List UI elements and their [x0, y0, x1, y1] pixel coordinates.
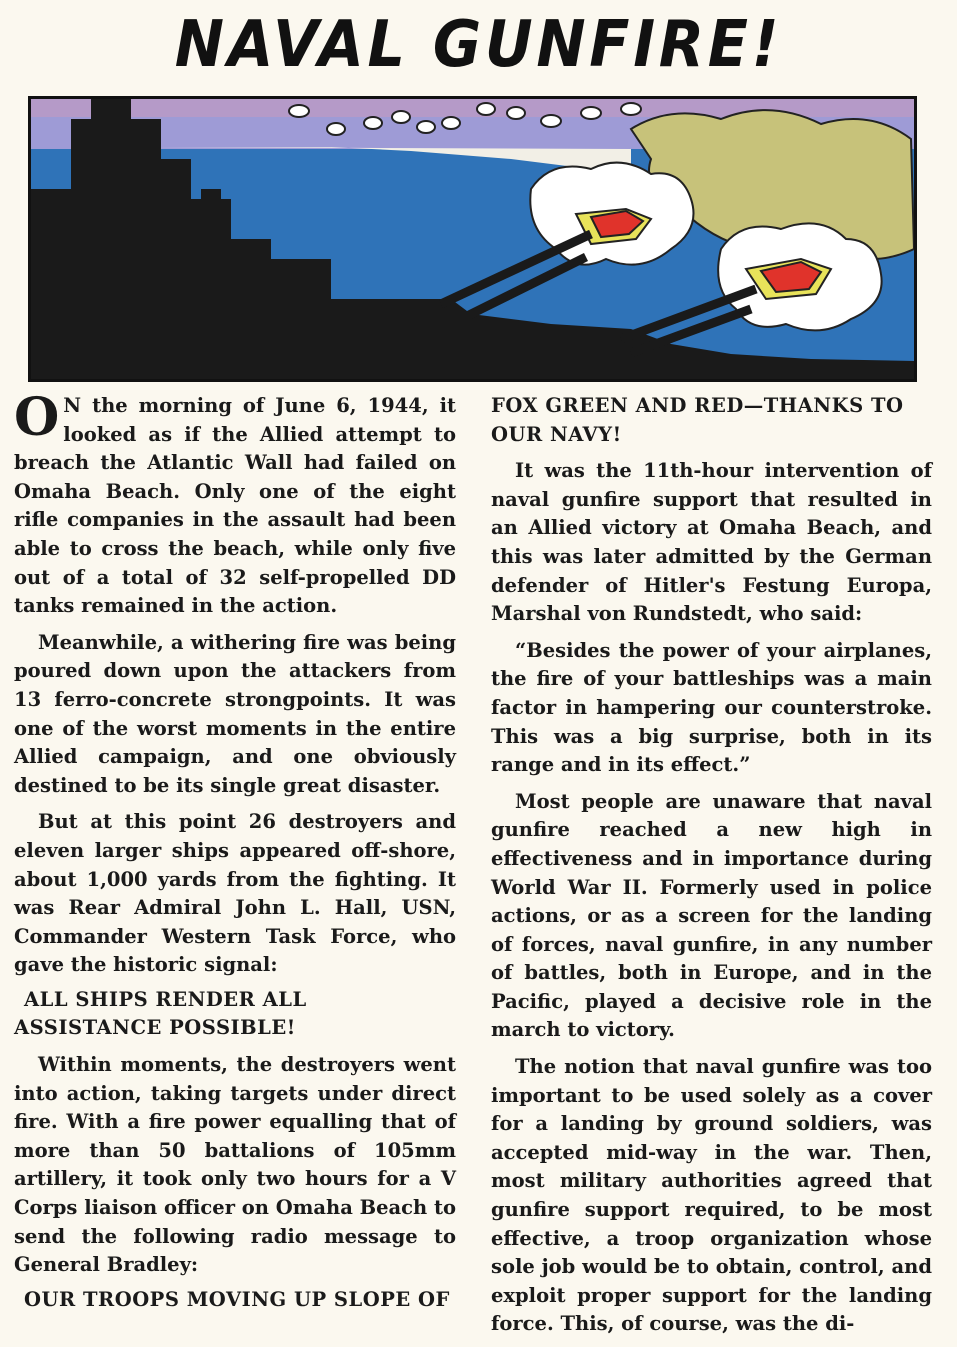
illustration-panel — [28, 96, 917, 382]
radio-message-start: OUR TROOPS MOVING UP SLOPE OF — [24, 1287, 450, 1311]
article-paragraph: The notion that naval gunfire was too important to be used solely as a cover for a landing by ground soldiers, was accepted mid-way in the war. Then, most military authorities agreed that gunfire support required, to be most effective, a troop organization whose sole job would be to obtain, control, and exploit proper support for the landing force. This, of course, was the di- — [491, 1055, 932, 1336]
page-title: NAVAL GUNFIRE! — [174, 8, 783, 82]
article-right-column — [491, 392, 932, 1347]
article-paragraph: Most people are unaware that naval gunfire reached a new high in effectiveness and in importance during World War II. Formerly used in police actions, or as a screen for the landing of forces, naval gunfire, in any number of battles, both in Europe, and in the Pacific, played a decisive role in the march to victory. — [491, 789, 932, 1042]
radio-message-end: FOX GREEN AND RED—THANKS TO OUR NAVY! — [491, 394, 904, 446]
battleship-firing-illustration — [31, 99, 914, 379]
paragraph-text: N the morning of June 6, 1944, it looked as if the Allied attempt to breach the Atlantic Wall had failed on Omaha Beach. Only one of the eight rifle companies in the assault had been able to cross the beach, while only five out of a total of 32 self-propelled DD tanks remained in the action. — [14, 394, 456, 618]
quotation: “Besides the power of your airplanes, the fire of your battleships was a main factor in hampering our counterstroke. This was a big surprise, both in its range and in its effect.” — [491, 638, 932, 777]
article-paragraph: Within moments, the destroyers went into action, taking targets under direct fire. With a fire power equalling that of more than 50 battalions of 105mm artillery, it took only two hours for a V Corps liaison officer on Omaha Beach to send the following radio message to General Bradley: — [14, 1053, 456, 1277]
article-paragraph: But at this point 26 destroyers and eleven larger ships appeared off-shore, about 1,000 yards from the fighting. It was Rear Admiral John L. Hall, USN, Commander Western Task Force, who gave the historic signal: — [14, 810, 456, 977]
signal-message: ALL SHIPS RENDER ALL ASSISTANCE POSSIBLE! — [14, 987, 307, 1040]
article-paragraph — [14, 387, 456, 621]
article-left-column — [14, 387, 456, 1322]
drop-cap: O — [14, 387, 60, 448]
article-paragraph: It was the 11th-hour intervention of naval gunfire support that resulted in an Allied victory at Omaha Beach, and this was later admitted by the German defender of Hitler's Festung Europa, Marshal von Rundstedt, who said: — [491, 459, 932, 626]
article-paragraph: Meanwhile, a withering fire was being poured down upon the attackers from 13 ferro-concrete strongpoints. It was one of the worst moments in the entire Allied campaign, and one obviously destined to be its single great disaster. — [14, 630, 456, 797]
